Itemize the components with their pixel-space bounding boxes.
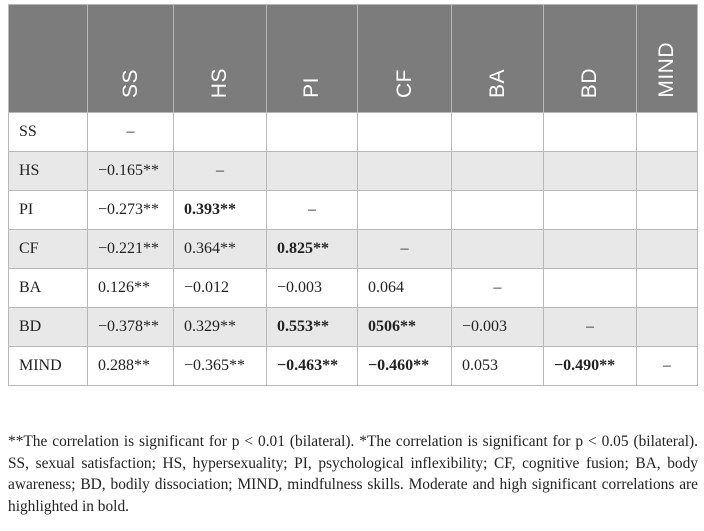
table-row (9, 230, 698, 269)
table-cell (637, 113, 698, 152)
header-label: SS (118, 68, 142, 98)
table-cell (267, 152, 358, 191)
table-cell: 0.825** (267, 230, 358, 269)
table-cell (358, 113, 452, 152)
header-label: HS (208, 67, 231, 98)
header-cf (358, 5, 452, 113)
table-cell: −0.012 (174, 269, 267, 308)
table-cell: 0.053 (452, 347, 544, 386)
table-row (9, 347, 698, 386)
row-label: BA (9, 269, 88, 308)
table-cell (452, 230, 544, 269)
table-row (9, 113, 698, 152)
header-hs (174, 5, 267, 113)
correlation-table (8, 4, 698, 386)
table-cell: 0.553** (267, 308, 358, 347)
table-cell: −0.463** (267, 347, 358, 386)
table-cell: – (452, 269, 544, 308)
header-pi (267, 5, 358, 113)
table-cell: – (637, 347, 698, 386)
header-label: BD (578, 67, 601, 98)
table-cell: 0.364** (174, 230, 267, 269)
table-cell (637, 269, 698, 308)
table-cell: −0.003 (267, 269, 358, 308)
table-cell (544, 113, 637, 152)
table-cell: −0.378** (88, 308, 174, 347)
table-cell (637, 191, 698, 230)
table-cell (174, 113, 267, 152)
row-label: SS (9, 113, 88, 152)
table-footnote: **The correlation is significant for p < 0.01 (bilateral). *The correlation is significant for p < 0.05 (bilateral). SS, sexual satisfaction; HS, hypersexuality; PI, psychological inflexibility; CF, cognitive fusion; BA, body awareness; BD, bodily dissociation; MIND, mindfulness skills. Moderate and high significant correlations are highlighted in bold. (8, 433, 698, 515)
table-row (9, 269, 698, 308)
table-cell (452, 113, 544, 152)
table-cell (637, 152, 698, 191)
table-cell: – (267, 191, 358, 230)
table-row (9, 152, 698, 191)
table-cell: −0.165** (88, 152, 174, 191)
table-cell (267, 113, 358, 152)
header-label: CF (392, 69, 416, 98)
table-cell: −0.221** (88, 230, 174, 269)
table-cell (452, 191, 544, 230)
table-cell: – (88, 113, 174, 152)
row-label: MIND (9, 347, 88, 386)
table-cell: 0.126** (88, 269, 174, 308)
header-label: PI (300, 77, 323, 98)
table-cell: −0.273** (88, 191, 174, 230)
row-label: PI (9, 191, 88, 230)
table-cell (544, 269, 637, 308)
table-cell (452, 152, 544, 191)
table-cell: −0.003 (452, 308, 544, 347)
header-corner (9, 5, 88, 113)
table-cell: 0506** (358, 308, 452, 347)
header-bd (544, 5, 637, 113)
table-cell (637, 308, 698, 347)
table-cell: 0.393** (174, 191, 267, 230)
header-ss (88, 5, 174, 113)
table-cell: 0.329** (174, 308, 267, 347)
table-cell: 0.064 (358, 269, 452, 308)
table-cell (358, 152, 452, 191)
table-cell (544, 191, 637, 230)
table-cell: – (358, 230, 452, 269)
table-cell: −0.365** (174, 347, 267, 386)
table-cell: 0.288** (88, 347, 174, 386)
header-label: BA (485, 68, 509, 98)
row-label: CF (9, 230, 88, 269)
table-cell: −0.460** (358, 347, 452, 386)
row-label: BD (9, 308, 88, 347)
table-cell: −0.490** (544, 347, 637, 386)
header-row (9, 5, 698, 113)
row-label: HS (9, 152, 88, 191)
header-ba (452, 5, 544, 113)
table-row (9, 191, 698, 230)
header-label: MIND (655, 42, 678, 98)
table-row (9, 308, 698, 347)
table-cell: – (544, 308, 637, 347)
table-cell (637, 230, 698, 269)
table-cell: – (174, 152, 267, 191)
table-cell (358, 191, 452, 230)
header-mind (637, 5, 698, 113)
table-cell (544, 152, 637, 191)
table-cell (544, 230, 637, 269)
